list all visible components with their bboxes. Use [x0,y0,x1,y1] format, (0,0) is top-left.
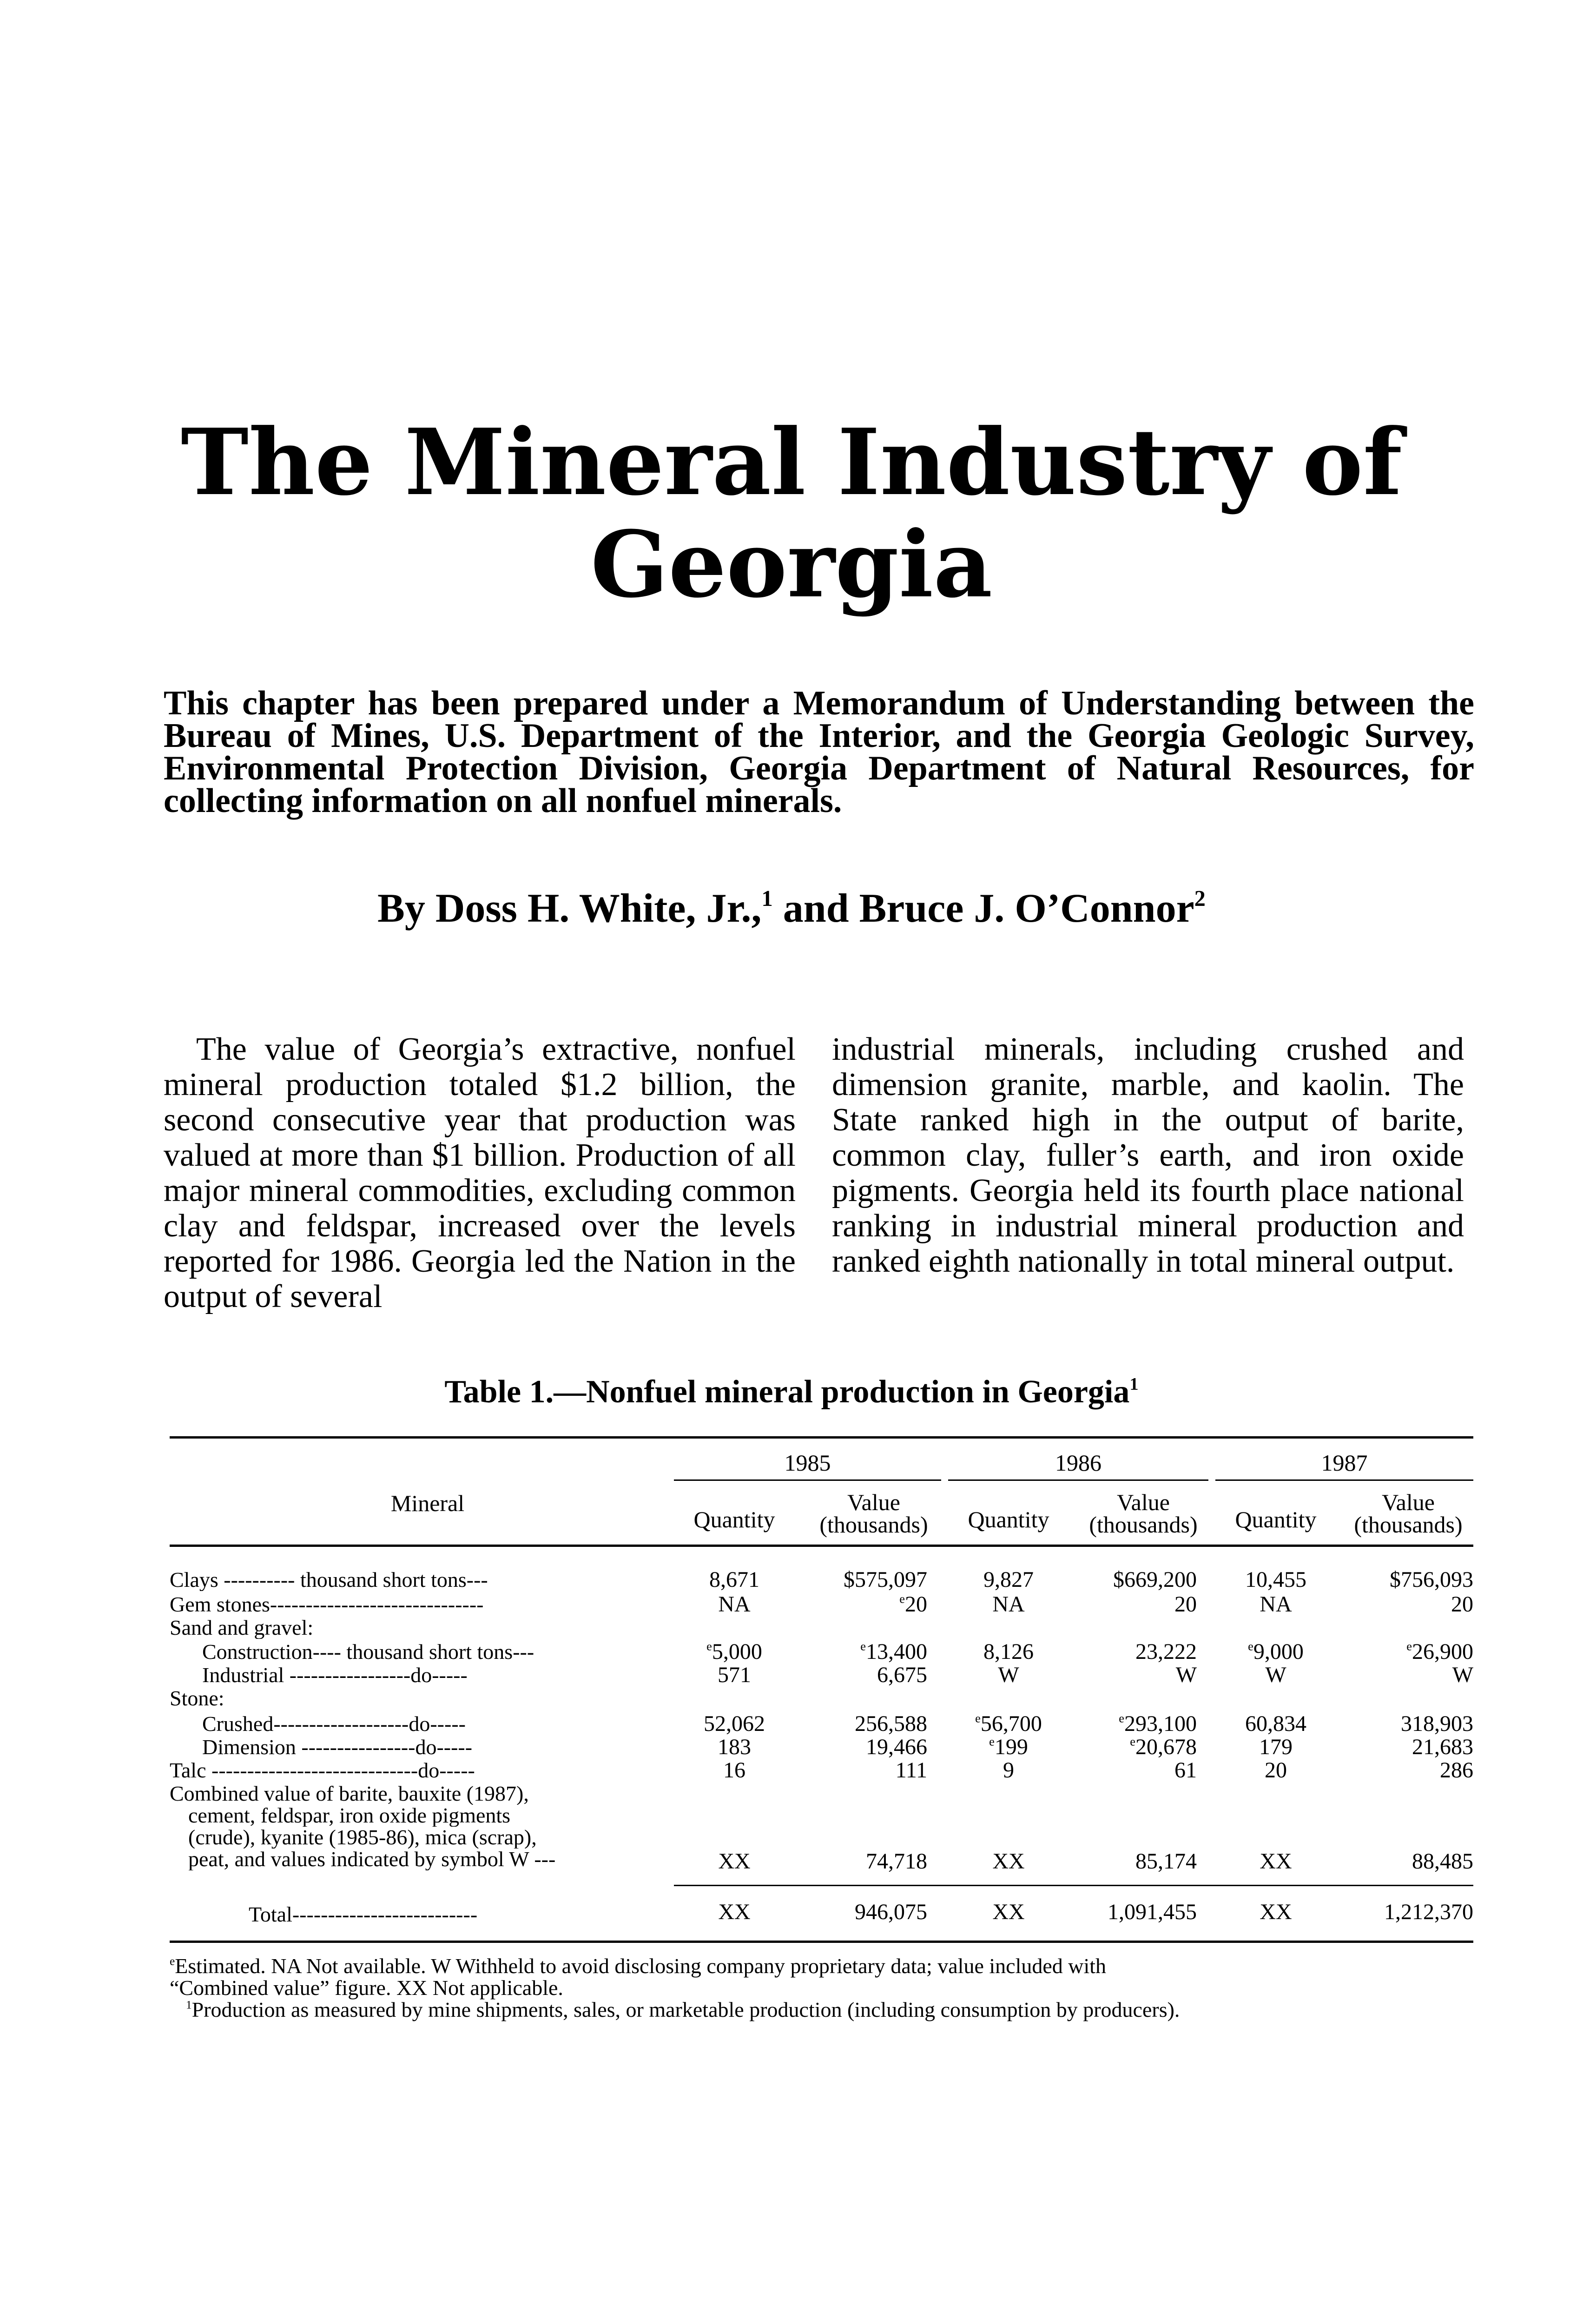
byline-prefix: By Doss H. White, Jr., [377,886,762,931]
value-header-1986-line1: Value [1117,1489,1170,1515]
cell-combined-q1987: XX [1260,1849,1292,1874]
footnote-line-1 [170,1954,1106,1978]
cell-crushed-q1987: 60,834 [1245,1711,1306,1736]
row-label-combined-line3: (crude), kyanite (1985-86), mica (scrap), [188,1826,537,1849]
table-bottom-rule [170,1941,1473,1943]
chapter-title-line-1: The Mineral Industry of [181,409,1402,516]
cell-industrial-v1986: W [1175,1663,1197,1687]
cell-construction-q1985-value: 5,000 [712,1639,762,1664]
cell-talc-v1987: 286 [1440,1758,1473,1783]
table-title-mark: 1 [1129,1374,1139,1394]
cell-clays-v1986: $669,200 [1113,1567,1197,1592]
body-column-left: The value of Georgia’s extractive, nonfuel mineral production totaled $1.2 billion, the second consecutive year that production was valued at more than $1 billion. Production of all major mineral commodities, excluding common clay and feldspar, increased over the levels reported for 1986. Georgia led the Nation in the output of several [164,1031,796,1314]
cell-gem-v1987: 20 [1451,1592,1473,1617]
cell-combined-v1985: 74,718 [866,1849,927,1874]
cell-clays-q1987: 10,455 [1245,1567,1306,1592]
cell-gem-q1985: NA [718,1592,751,1617]
total-rule [674,1885,1473,1886]
group-heading-sand-gravel: Sand and gravel: [170,1617,314,1639]
year-header-1987: 1987 [1321,1450,1368,1476]
cell-gem-v1986: 20 [1174,1592,1197,1617]
cell-total-q1985: XX [718,1900,751,1924]
year-1987-rule [1215,1479,1473,1481]
cell-crushed-v1987: 318,903 [1401,1711,1473,1736]
cell-construction-v1985-value: 13,400 [866,1639,927,1664]
row-label-total: Total-------------------------- [249,1903,478,1926]
estimated-mark: e [1130,1734,1135,1749]
cell-industrial-q1986: W [998,1663,1019,1687]
cell-gem-v1985-value: 20 [905,1592,927,1617]
cell-crushed-v1986-value: 293,100 [1124,1711,1197,1736]
quantity-header-1987: Quantity [1235,1506,1317,1532]
cell-construction-q1987 [1215,1641,1336,1663]
cell-crushed-q1986-value: 56,700 [980,1711,1042,1736]
value-header-1987-line1: Value [1382,1489,1435,1515]
estimated-mark: e [899,1591,905,1606]
cell-clays-v1985: $575,097 [844,1567,927,1592]
cell-dimension-q1985: 183 [718,1735,751,1759]
cell-construction-v1987-value: 26,900 [1412,1639,1473,1664]
row-label-crushed: Crushed-------------------do----- [202,1713,466,1735]
byline-mark-2: 2 [1194,886,1206,911]
cell-construction-v1986: 23,222 [1135,1639,1197,1664]
cell-combined-q1986: XX [992,1849,1025,1874]
row-label-dimension: Dimension ----------------do----- [202,1736,473,1758]
estimated-mark: e [1119,1711,1124,1725]
row-label-industrial: Industrial -----------------do----- [202,1664,468,1686]
cell-construction-q1986: 8,126 [983,1639,1034,1664]
estimated-mark: e [170,1954,175,1968]
cell-crushed-q1986 [948,1713,1069,1735]
cell-dimension-v1985: 19,466 [866,1735,927,1759]
cell-total-v1987: 1,212,370 [1384,1900,1473,1924]
cell-construction-q1987-value: 9,000 [1253,1639,1304,1664]
cell-gem-q1986: NA [992,1592,1025,1617]
body-column-right: industrial minerals, including crushed and dimension granite, marble, and kaolin. The State ranked high in the output of barite, common clay, fuller’s earth, and iron oxide pigments. Georgia held its fourth place national ranking in industrial mineral production and ranked eighth nationally in total mineral output. [832,1031,1464,1279]
cell-industrial-q1987: W [1265,1663,1286,1687]
value-header-1985-line1: Value [847,1489,900,1515]
row-label-construction: Construction---- thousand short tons--- [202,1641,534,1663]
cell-industrial-v1985: 6,675 [877,1663,927,1687]
estimated-mark: e [989,1734,995,1749]
footnote-line-3-text: Production as measured by mine shipments, sales, or marketable production (including consumption by producers). [191,1998,1180,2021]
cell-construction-q1985 [674,1641,795,1663]
cell-total-q1986: XX [992,1900,1025,1924]
cell-crushed-v1985: 256,588 [855,1711,927,1736]
row-label-clays: Clays ---------- thousand short tons--- [170,1569,488,1591]
cell-talc-q1985: 16 [723,1758,745,1783]
cell-clays-q1985: 8,671 [709,1567,759,1592]
value-header-1985-line2: (thousands) [819,1512,928,1538]
footnote-line-1-text: Estimated. NA Not available. W Withheld to avoid disclosing company proprietary data; value included with [175,1954,1107,1978]
cell-dimension-v1987: 21,683 [1412,1735,1473,1759]
cell-dimension-q1987: 179 [1259,1735,1293,1759]
chapter-title-line-2: Georgia [590,511,993,618]
cell-clays-q1986: 9,827 [983,1567,1034,1592]
value-header-1986 [1074,1491,1213,1536]
table-header-rule [170,1545,1473,1547]
footnote-line-3 [186,1998,1180,2021]
footnote-line-2: “Combined value” figure. XX Not applicable. [170,1976,563,2000]
cell-dimension-q1986-value: 199 [994,1735,1028,1759]
table-title-text: Table 1.—Nonfuel mineral production in Georgia [444,1374,1130,1410]
footnote-mark: 1 [186,1998,192,2012]
row-label-combined-line2: cement, feldspar, iron oxide pigments [188,1804,511,1827]
cell-combined-v1987: 88,485 [1412,1849,1473,1874]
estimated-mark: e [1248,1639,1253,1653]
cell-talc-v1986: 61 [1174,1758,1197,1783]
table-title [0,1373,1583,1411]
cell-combined-v1986: 85,174 [1135,1849,1197,1874]
value-header-1987-line2: (thousands) [1354,1512,1463,1538]
row-label-combined-line4: peat, and values indicated by symbol W --- [188,1848,556,1870]
cell-gem-q1987: NA [1260,1592,1292,1617]
preparation-note: This chapter has been prepared under a Memorandum of Understanding between the Bureau of Mines, U.S. Department of the Interior, and the Georgia Geologic Survey, Environmental Protection Division, Georgia Department of Natural Resources, for collecting information on all nonfuel minerals. [164,684,1474,820]
year-header-1985: 1985 [784,1450,831,1476]
row-label-combined-line1: Combined value of barite, bauxite (1987), [170,1783,529,1805]
quantity-header-1985: Quantity [693,1506,775,1532]
cell-talc-q1987: 20 [1265,1758,1287,1783]
year-header-1986: 1986 [1055,1450,1102,1476]
value-header-1986-line2: (thousands) [1089,1512,1198,1538]
quantity-header-1986: Quantity [968,1506,1049,1532]
cell-industrial-q1985: 571 [718,1663,751,1687]
row-label-gem-stones: Gem stones------------------------------ [170,1593,484,1616]
cell-dimension-v1986-value: 20,678 [1135,1735,1197,1759]
group-heading-stone: Stone: [170,1687,224,1710]
cell-construction-v1987 [1339,1641,1473,1663]
byline-connector: and Bruce J. O’Connor [783,886,1194,931]
year-1985-rule [674,1479,941,1481]
cell-total-v1986: 1,091,455 [1108,1900,1197,1924]
cell-gem-v1985 [804,1593,927,1616]
cell-crushed-q1985: 52,062 [704,1711,765,1736]
estimated-mark: e [975,1711,981,1725]
byline-mark-1: 1 [761,886,773,911]
estimated-mark: e [1406,1639,1412,1653]
year-1986-rule [948,1479,1208,1481]
cell-construction-v1985 [804,1641,927,1663]
cell-dimension-v1986 [1074,1736,1197,1758]
estimated-mark: e [860,1639,866,1653]
estimated-mark: e [706,1639,712,1653]
cell-talc-v1985: 111 [895,1758,927,1783]
table-top-rule [170,1436,1473,1439]
cell-total-q1987: XX [1260,1900,1292,1924]
value-header-1987 [1339,1491,1478,1536]
value-header-1985 [804,1491,943,1536]
cell-talc-q1986: 9 [1003,1758,1014,1783]
byline [0,885,1583,932]
cell-combined-q1985: XX [718,1849,751,1874]
cell-industrial-v1987: W [1452,1663,1473,1687]
row-label-talc: Talc -----------------------------do----- [170,1759,475,1782]
cell-clays-v1987: $756,093 [1390,1567,1473,1592]
cell-total-v1985: 946,075 [855,1900,927,1924]
mineral-column-header: Mineral [390,1490,465,1516]
cell-dimension-q1986 [948,1736,1069,1758]
cell-crushed-v1986 [1074,1713,1197,1735]
